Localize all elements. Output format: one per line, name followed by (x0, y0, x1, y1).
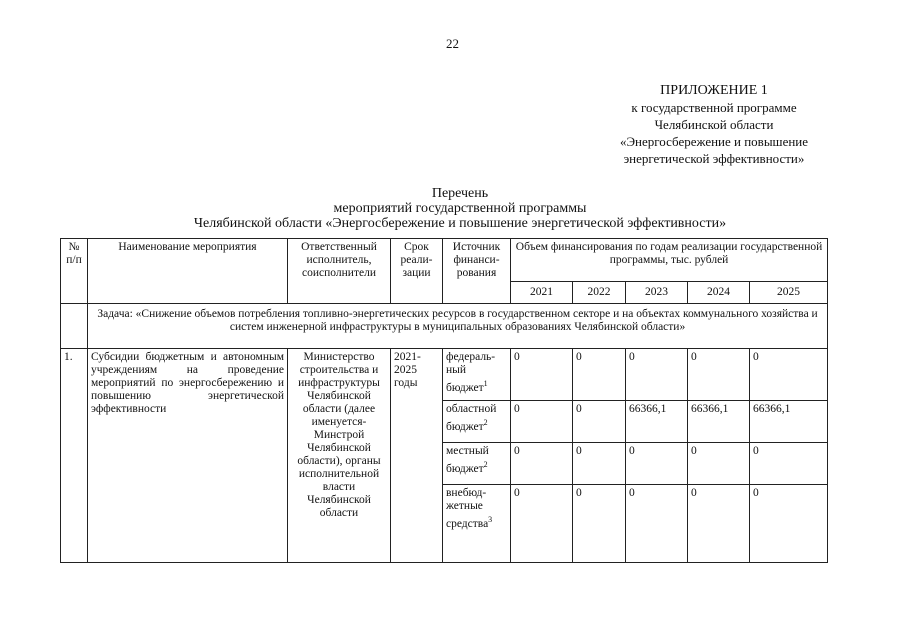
row-term: 2021-2025 годы (391, 349, 443, 563)
header-volume: Объем финансирования по годам реализации государственной программы, тыс. рублей (511, 239, 828, 282)
footnote-ref: 2 (483, 460, 488, 469)
appendix-line: энергетической эффективности» (623, 151, 805, 166)
header-num: № п/п (61, 239, 88, 304)
value-cell: 0 (626, 349, 688, 401)
row-name: Субсидии бюджетным и автономным учреждениям на проведение мероприятий по энергосбережению и повышению энергетической эффективности (88, 349, 288, 563)
value-cell: 0 (511, 443, 573, 485)
value-cell: 0 (573, 349, 626, 401)
value-cell: 0 (688, 443, 750, 485)
value-cell: 0 (626, 485, 688, 563)
year-header: 2024 (688, 282, 750, 304)
source-label: областной бюджет (446, 403, 497, 433)
value-cell: 0 (688, 349, 750, 401)
source-label: федераль-ный бюджет (446, 351, 496, 394)
value-cell: 0 (573, 485, 626, 563)
header-name: Наименование мероприятия (88, 239, 288, 304)
value-cell: 0 (573, 443, 626, 485)
header-term: Срок реали-зации (391, 239, 443, 304)
row-executor: Министерство строительства и инфраструктуры Челябинской области (далее именуется-Минстрой Челябинской области), органы исполнительной власти Челябинской области (288, 349, 391, 563)
value-cell: 0 (626, 443, 688, 485)
page-number: 22 (446, 36, 459, 51)
value-cell: 66366,1 (688, 401, 750, 443)
appendix-line: «Энергосбережение и повышение (619, 134, 809, 149)
task-empty-cell (61, 304, 88, 349)
year-header: 2023 (626, 282, 688, 304)
footnote-ref: 2 (483, 418, 488, 427)
value-cell: 0 (750, 349, 828, 401)
value-cell: 0 (573, 401, 626, 443)
value-cell: 0 (511, 349, 573, 401)
appendix-line: к государственной программе (631, 100, 797, 115)
title-line: Челябинской области «Энергосбережение и повышение энергетической эффективности» (193, 216, 727, 231)
title-line: Перечень (431, 186, 489, 201)
source-cell (443, 401, 511, 443)
value-cell: 0 (688, 485, 750, 563)
year-header: 2021 (511, 282, 573, 304)
header-source: Источник финанси-рования (443, 239, 511, 304)
title-line: мероприятий государственной программы (333, 201, 587, 216)
row-num: 1. (61, 349, 88, 563)
appendix-line: Челябинской области (654, 117, 774, 132)
header-executor: Ответственный исполнитель, соисполнители (288, 239, 391, 304)
value-cell: 0 (511, 485, 573, 563)
footnote-ref: 3 (488, 515, 493, 524)
source-cell (443, 349, 511, 401)
value-cell: 66366,1 (626, 401, 688, 443)
source-cell (443, 443, 511, 485)
measures-table (60, 238, 828, 563)
source-label: местный бюджет (446, 445, 489, 475)
value-cell: 0 (511, 401, 573, 443)
appendix-block (599, 82, 829, 167)
value-cell: 0 (750, 443, 828, 485)
source-cell (443, 485, 511, 563)
value-cell: 0 (750, 485, 828, 563)
footnote-ref: 1 (483, 379, 488, 388)
value-cell: 66366,1 (750, 401, 828, 443)
source-label: внебюд-жетные средства (446, 487, 489, 530)
year-header: 2025 (750, 282, 828, 304)
document-title (160, 186, 760, 231)
appendix-heading: ПРИЛОЖЕНИЕ 1 (660, 83, 768, 98)
task-row: Задача: «Снижение объемов потребления топливно-энергетических ресурсов в государственном секторе и на объектах коммунального хозяйства и систем инженерной инфраструктуры в муниципальных образованиях Челябинской области» (88, 304, 828, 349)
year-header: 2022 (573, 282, 626, 304)
